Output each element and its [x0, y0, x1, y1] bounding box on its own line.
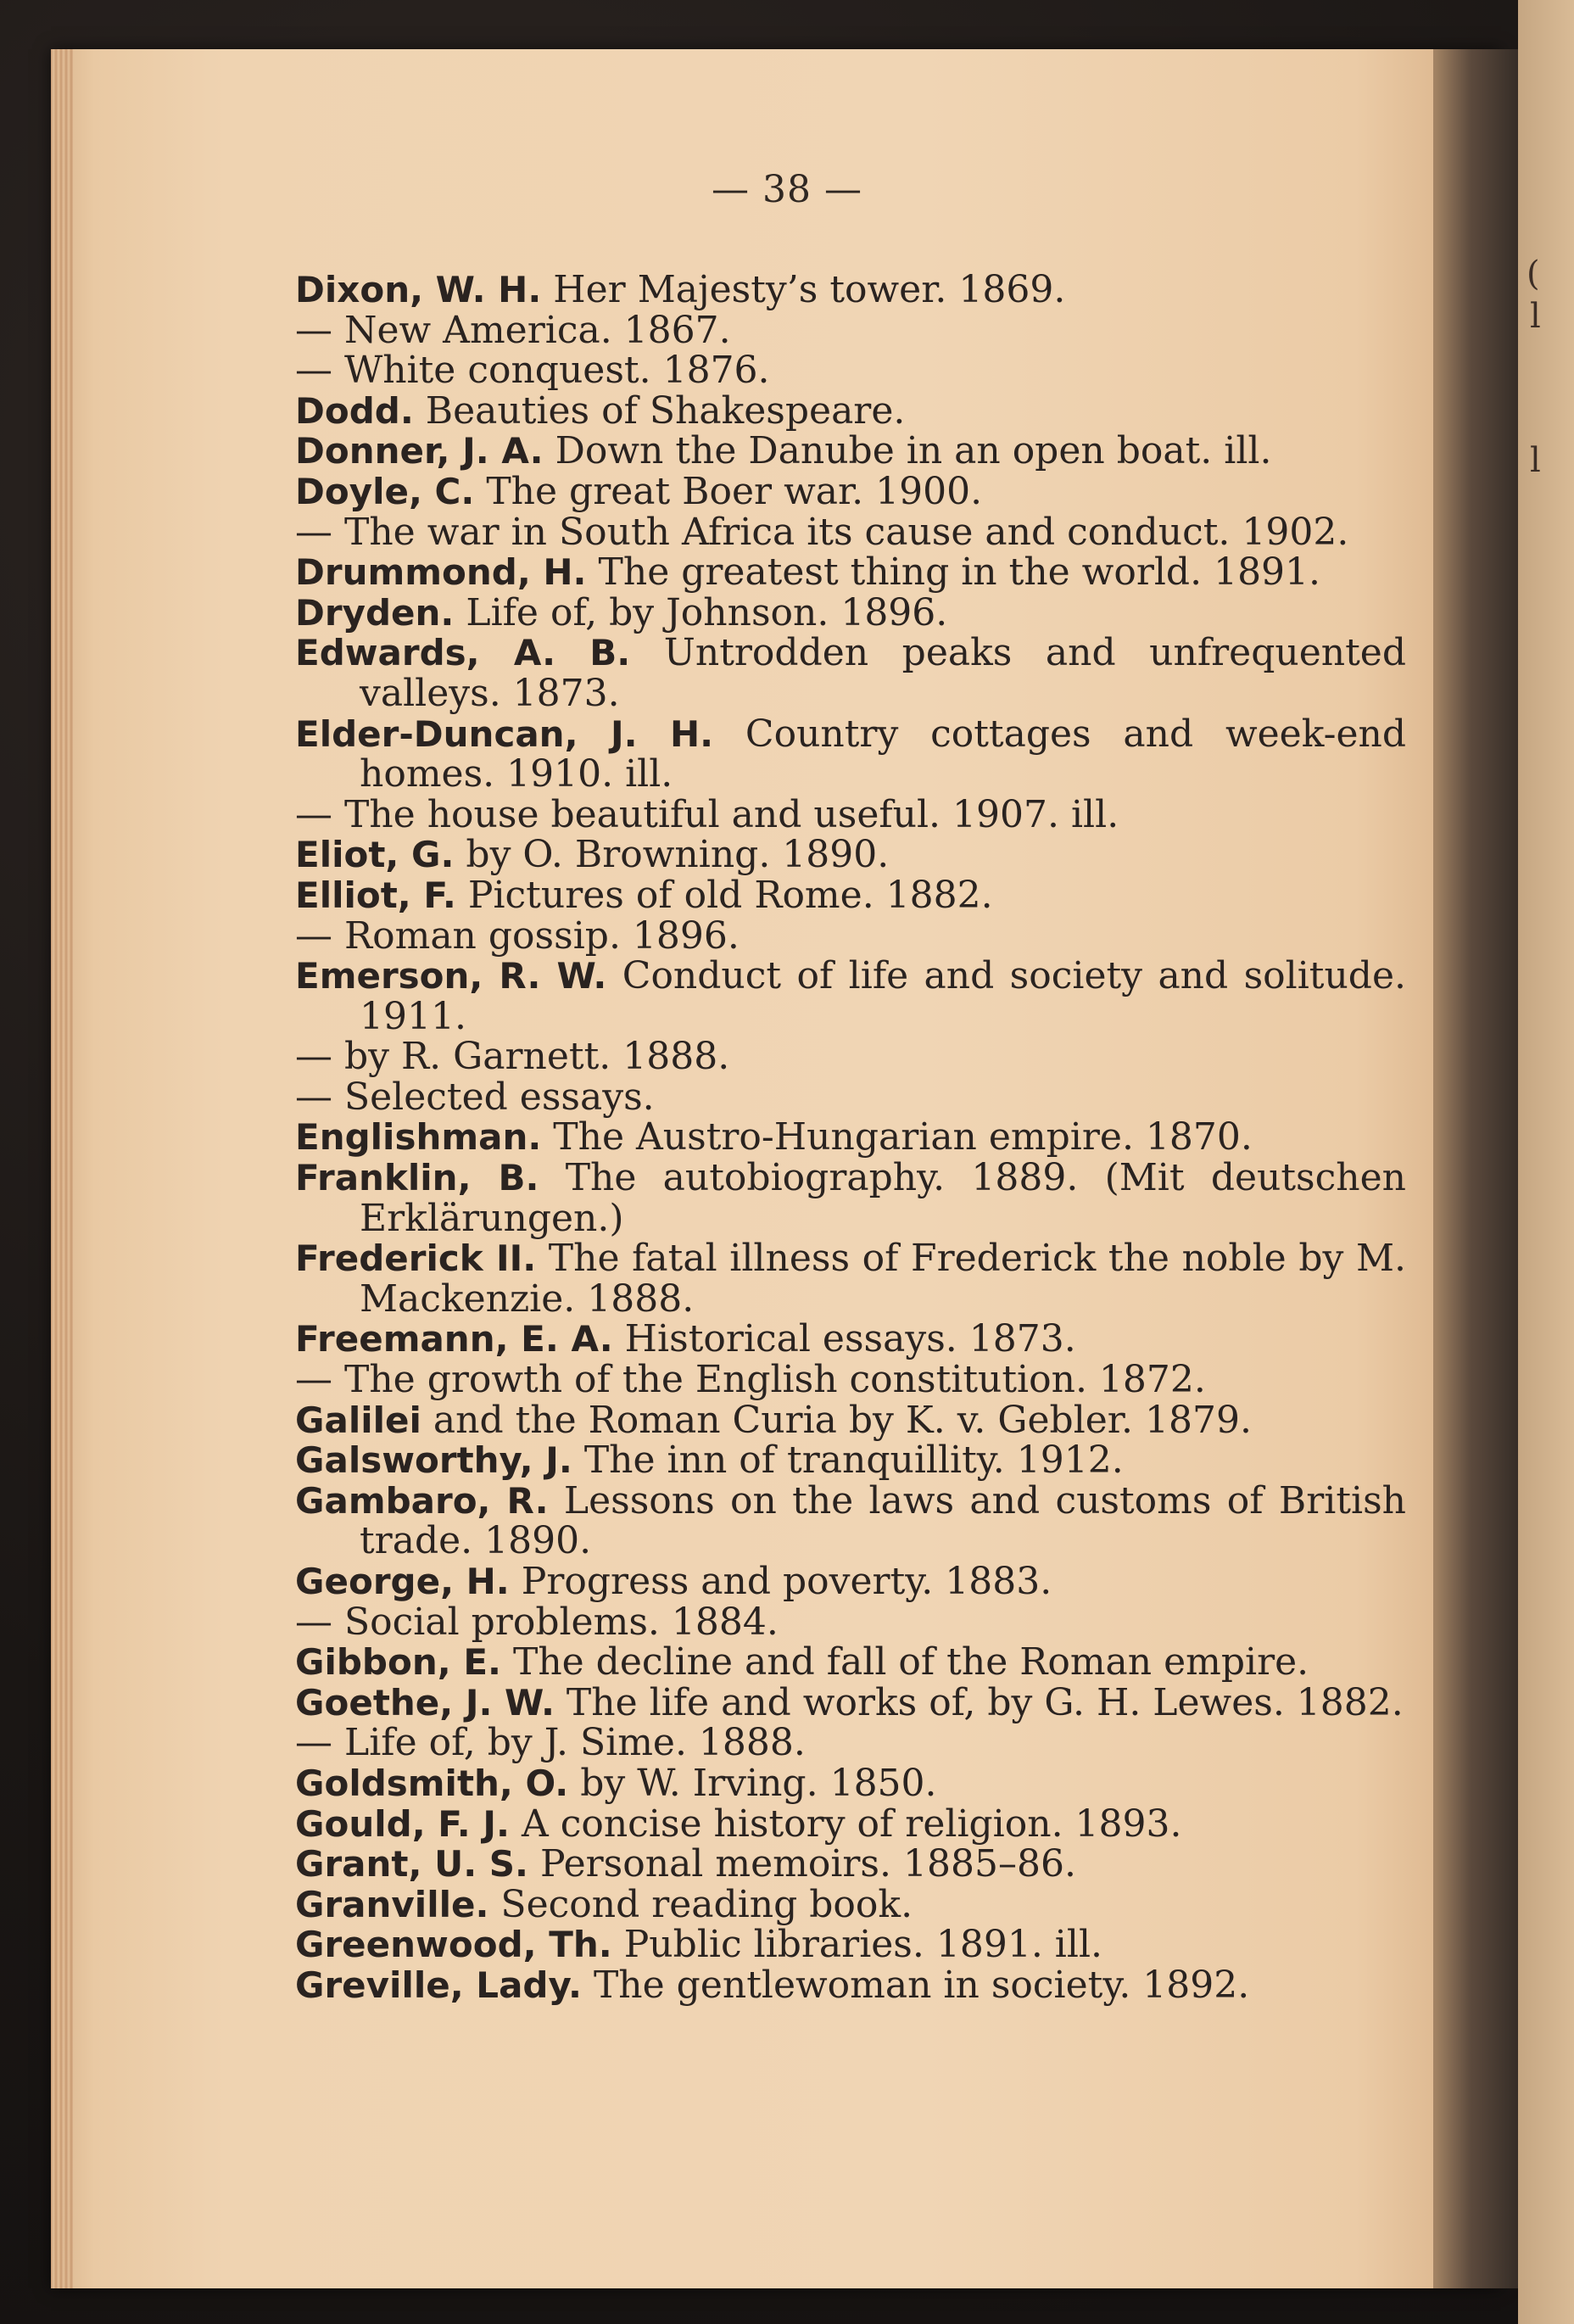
page-number: — 38 —: [712, 168, 862, 211]
entry-author: Greville, Lady.: [295, 1964, 582, 2006]
catalog-entry: [295, 1117, 1406, 1158]
entry-author: Dixon, W. H.: [295, 269, 542, 310]
entry-author: Englishman.: [295, 1116, 542, 1159]
entry-title: Down the Danube in an open boat. ill.: [543, 429, 1272, 473]
entry-title: The growth of the English constitution. 1872.: [332, 1358, 1206, 1402]
entry-author: Donner, J. A.: [295, 430, 544, 472]
entry-author: Gambaro, R.: [295, 1479, 549, 1522]
catalog-entry: [295, 388, 1406, 433]
entry-title: Second reading book.: [488, 1882, 913, 1926]
entry-author: Granville.: [295, 1883, 489, 1925]
catalog-entry: [295, 1158, 1406, 1238]
catalog-entry: [295, 1804, 1406, 1845]
entry-author: Edwards, A. B.: [295, 632, 631, 674]
entry-author: Franklin, B.: [295, 1157, 539, 1199]
entry-author: Elliot, F.: [295, 874, 456, 916]
catalog-entry: [295, 1882, 1406, 1926]
entry-author: Dodd.: [295, 389, 414, 432]
entry-title: Progress and poverty. 1883.: [509, 1560, 1052, 1603]
catalog-entry: [295, 1400, 1406, 1441]
entry-author: —: [295, 349, 332, 393]
entry-author: —: [295, 308, 332, 352]
adjacent-page: [1518, 0, 1574, 2324]
entry-title: Life of, by J. Sime. 1888.: [332, 1721, 806, 1765]
entry-title: Historical essays. 1873.: [612, 1317, 1076, 1361]
catalog-entry: [295, 512, 1406, 553]
entry-author: —: [295, 913, 332, 958]
adjacent-page-mark: l: [1530, 441, 1541, 480]
entry-author: —: [295, 792, 332, 836]
entry-title: Life of, by Johnson. 1896.: [454, 590, 948, 634]
entry-title: Lessons on the laws and customs of British trade. 1890.: [360, 1478, 1406, 1563]
catalog-entry: [295, 1319, 1406, 1360]
entry-author: —: [295, 1035, 332, 1079]
entry-author: Goldsmith, O.: [295, 1762, 569, 1804]
entry-author: —: [295, 510, 332, 554]
entry-title: The decline and fall of the Roman empire.: [500, 1640, 1309, 1684]
entry-author: Elder-Duncan, J. H.: [295, 712, 714, 755]
entry-author: Frederick II.: [295, 1237, 537, 1280]
entry-title: Beauties of Shakespeare.: [413, 388, 906, 433]
entry-title: Conduct of life and society and solitude. 1911.: [360, 954, 1406, 1038]
catalog-entry: [295, 633, 1406, 713]
entry-author: Drummond, H.: [295, 551, 587, 594]
entry-title: White conquest. 1876.: [332, 349, 770, 393]
catalog-entry: [295, 1036, 1406, 1077]
book-gutter: [1433, 49, 1527, 2288]
entry-author: Dryden.: [295, 591, 455, 634]
catalog-entry: [295, 792, 1406, 836]
entry-title: Public libraries. 1891. ill.: [611, 1923, 1103, 1967]
entry-title: The autobiography. 1889. (Mit deutschen Erklärungen.): [360, 1156, 1406, 1240]
page-edge: [51, 49, 73, 2288]
catalog-entry: [295, 1680, 1406, 1724]
catalog-entry: [295, 1763, 1406, 1804]
entry-title: A concise history of religion. 1893.: [509, 1802, 1182, 1846]
entry-title: Her Majesty’s tower. 1869.: [541, 268, 1066, 311]
entry-author: Doyle, C.: [295, 470, 475, 512]
entry-author: Emerson, R. W.: [295, 955, 607, 997]
entry-author: Grant, U. S.: [295, 1843, 528, 1885]
entry-title: The gentlewoman in society. 1892.: [581, 1963, 1250, 2007]
entry-title: The fatal illness of Frederick the noble by M. Mackenzie. 1888.: [360, 1237, 1407, 1321]
entry-author: Gould, F. J.: [295, 1802, 510, 1845]
catalog-entry: [295, 913, 1406, 958]
catalog-entry: [295, 1642, 1406, 1683]
adjacent-page-mark: (: [1527, 254, 1540, 293]
catalog-entry: [295, 1925, 1406, 1965]
entry-title: by O. Browning. 1890.: [454, 833, 890, 877]
entry-title: by R. Garnett. 1888.: [332, 1035, 730, 1079]
catalog-entry: [295, 1602, 1406, 1643]
catalog-entry: [295, 956, 1406, 1036]
entry-title: by W. Irving. 1850.: [568, 1761, 937, 1805]
entry-title: The inn of tranquillity. 1912.: [572, 1439, 1124, 1483]
catalog-entry: [295, 1965, 1406, 2006]
catalog-entry: [295, 431, 1406, 472]
entry-title: The life and works of, by G. H. Lewes. 1882.: [554, 1680, 1404, 1724]
catalog-entry: [295, 350, 1406, 391]
entry-author: Gibbon, E.: [295, 1641, 501, 1684]
entry-title: Country cottages and week-end homes. 1910. ill.: [360, 712, 1406, 796]
catalog-entry: [295, 875, 1406, 916]
catalog-entries: [295, 270, 1406, 2006]
entry-author: Eliot, G.: [295, 834, 455, 876]
catalog-entry: [295, 270, 1406, 310]
entry-title: Roman gossip. 1896.: [332, 913, 740, 958]
catalog-entry: [295, 1238, 1406, 1319]
catalog-entry: [295, 552, 1406, 593]
entry-title: Selected essays.: [332, 1075, 655, 1119]
catalog-entry: [295, 1360, 1406, 1400]
entry-title: New America. 1867.: [332, 308, 731, 352]
catalog-entry: [295, 1561, 1406, 1602]
entry-title: The great Boer war. 1900.: [474, 469, 983, 513]
entry-title: Social problems. 1884.: [332, 1600, 779, 1644]
catalog-entry: [295, 1723, 1406, 1763]
entry-title: Pictures of old Rome. 1882.: [455, 873, 993, 917]
catalog-entry: [295, 835, 1406, 875]
entry-title: Untrodden peaks and unfrequented valleys. 1873.: [360, 631, 1406, 715]
entry-title: The greatest thing in the world. 1891.: [586, 550, 1321, 595]
entry-author: Freemann, E. A.: [295, 1318, 613, 1360]
catalog-entry: [295, 1440, 1406, 1481]
catalog-entry: [295, 590, 1406, 634]
entry-author: Goethe, J. W.: [295, 1681, 555, 1723]
catalog-entry: [295, 469, 1406, 513]
adjacent-page-mark: l: [1530, 297, 1541, 336]
entry-author: —: [295, 1600, 332, 1644]
catalog-entry: [295, 1077, 1406, 1118]
entry-author: —: [295, 1358, 332, 1402]
entry-title: The war in South Africa its cause and conduct. 1902.: [332, 510, 1349, 554]
catalog-entry: [295, 310, 1406, 351]
entry-author: Greenwood, Th.: [295, 1924, 612, 1966]
catalog-entry: [295, 714, 1406, 795]
entry-author: George, H.: [295, 1561, 510, 1602]
entry-author: —: [295, 1075, 332, 1119]
entry-title: Personal memoirs. 1885–86.: [527, 1842, 1076, 1886]
catalog-entry: [295, 1478, 1406, 1563]
entry-title: The house beautiful and useful. 1907. ill.: [332, 792, 1119, 836]
entry-title: The Austro-Hungarian empire. 1870.: [541, 1115, 1253, 1159]
entry-author: —: [295, 1721, 332, 1765]
catalog-entry: [295, 1844, 1406, 1885]
entry-author: Galsworthy, J.: [295, 1439, 572, 1482]
entry-title: and the Roman Curia by K. v. Gebler. 1879.: [421, 1398, 1252, 1442]
entry-author: Galilei: [295, 1399, 421, 1441]
